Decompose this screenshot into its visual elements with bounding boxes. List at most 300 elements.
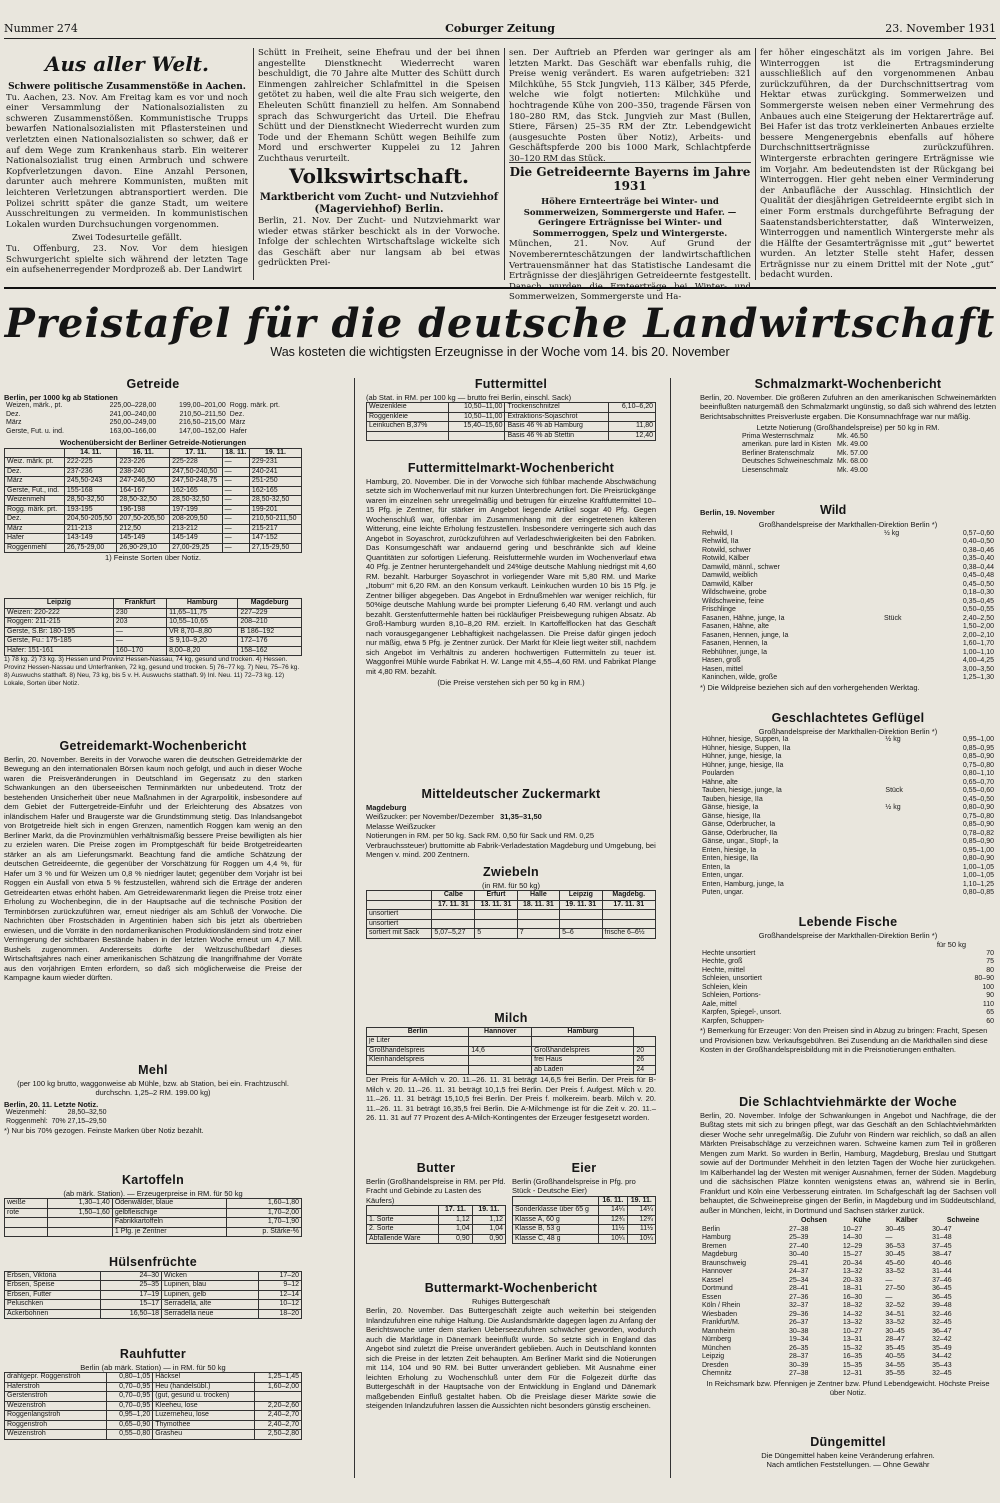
table-cell: Thymothee [153,1420,255,1430]
huelsen-title: Hülsenfrüchte [109,1255,197,1269]
table-cell: Erbsen, Futter [5,1290,101,1300]
article-aachen: Tu. Aachen, 23. Nov. Am Freitag kam es vor und noch einer Versammlung der Nationalsozialisten zu schweren Zusammenstößen. Kommunistische Trupps bewarfen Nationalsozialisten mit Pflastersteinen und verletzten einen Nationalsozialisten so schwer, daß er auf dem Wege zum Krankenhaus starb. Ein weiterer Nationalsozialist trug einen Armbruch und schwere Kopfverletzungen davon. Eine Anzahl Personen, darunter auch mehrere Kommunisten, mußten mit leichteren Verletzungen abtransportiert werden. Die Polizei schritt später die ganze Stadt, um weitere Ausschreitungen zu vermeiden. In kommunistischen Lokalen wurden Durchsuchungen vorgenommen. [6,92,248,230]
table-cell: — [222,496,249,506]
table-cell: 10¼ [627,1234,655,1244]
table-cell: 155-168 [64,486,117,496]
futtermittelmarkt-title: Futtermittelmarkt-Wochenbericht [407,461,615,475]
table-cell: 25–34 [788,1276,809,1284]
column-header: Berlin [367,1027,469,1037]
fische-sub: Großhandelspreise der Markthallen-Direktion Berlin *) [758,930,938,940]
table-row [5,1227,302,1237]
table-cell: Rehwild, IIa [702,538,739,545]
table-row [700,1018,996,1027]
table-cell: 19–34 [788,1336,809,1343]
table-cell: 31–44 [932,1268,952,1275]
table-cell: 1,60–1,70 [962,640,994,647]
table-row [700,1311,996,1320]
table-cell: 0,95–1,00 [962,736,994,743]
table-row [5,1411,302,1421]
table-cell: — [222,505,249,515]
table-cell: p. Stärke-% [227,1227,302,1237]
table-cell: 0,95–1,20 [106,1411,153,1421]
table-cell [882,674,925,683]
eier-table [512,1196,656,1245]
table-row [700,821,996,830]
table-row [700,1277,996,1286]
table-cell: Lupinen, blau [162,1281,259,1291]
table-row [5,637,302,647]
table-cell: — [222,458,249,468]
table-cell: 26 [634,1056,656,1066]
table-cell: 0,75–0,80 [962,812,994,820]
table-cell [883,762,926,771]
column-divider [354,378,355,1478]
table-cell: Tauben, hiesige, junge, Ia [702,787,782,794]
table-cell [883,847,926,856]
table-row [5,1208,302,1218]
table-cell: März [5,524,65,534]
table-cell: 30–39 [788,1361,809,1369]
table-cell: 229-231 [249,458,301,468]
table-cell: 199,00–201,00 [179,402,226,409]
table-cell: 27,15-29,50 [249,543,301,553]
table-cell: Hühner, hiesige, Suppen, IIa [702,744,791,752]
table-cell [882,572,925,581]
table-row [700,745,996,754]
duenger-section [700,1436,996,1486]
table-row [700,950,996,959]
table-cell: 11½ [627,1225,655,1235]
table-row [700,1328,996,1337]
schlachtvieh-title: Die Schlachtviehmärkte der Woche [739,1095,957,1109]
table-cell: 39–48 [932,1302,952,1309]
table-row [5,1199,302,1209]
table-cell: Rotwild, schwer [702,546,752,554]
table-cell [883,889,926,898]
table-cell: 247,50-240,50 [170,467,223,477]
table-cell: 0,55–0,60 [962,787,994,794]
table-cell: 5–6 [560,929,602,939]
table-cell: 3,00–3,50 [962,665,994,673]
table-cell: Stück [883,614,902,622]
mehl-text: (per 100 kg brutto, waggonweise ab Mühle, bzw. ab Station, bei ein. Frachtzuschl. durchschn. 1,25–2 RM. 199.00 kg) [17,1078,289,1097]
getreide-sub: Berlin, per 1000 kg ab Stationen [4,392,118,402]
wild-sub: Großhandelspreise der Markthallen-Direktion Berlin *) [758,520,938,529]
table-cell: 9–12 [258,1281,301,1291]
table-row [700,753,996,762]
table-cell: Fasanen, Hennen, Ia [702,640,768,647]
table-cell: Dresden [702,1361,729,1369]
table-cell [883,872,926,881]
table-row [5,1382,302,1392]
table-row [5,646,302,656]
table-cell: 0,70–0,95 [106,1392,153,1402]
table-cell: 0,70–0,95 [106,1382,153,1392]
table-cell [448,431,505,441]
table-cell: Köln / Rhein [702,1302,741,1309]
table-row [5,505,302,515]
table-cell: Chemnitz [702,1370,732,1377]
table-row [700,572,996,581]
table-cell: 28–37 [788,1353,809,1360]
column-aus-aller-welt [6,48,248,280]
table-row [5,1300,302,1310]
table-row [5,1281,302,1291]
table-cell: 75 [986,958,994,965]
regional-table [4,598,302,656]
table-cell: 0,35–0,40 [962,555,994,562]
table-cell [882,649,925,658]
table-cell: Heu (handelsübl.) [153,1382,255,1392]
table-cell: 30–40 [788,1251,809,1258]
fische-footnote: *) Bemerkung für Erzeuger: Von den Preisen sind in Abzug zu bringen: Fracht, Spesen und Provisionen bzw. Verkaufsgebühren. Bei Zusendung an die Markthallen sind diese Kosten in der Großhandelspreisbildung mit in die Preisnotierungen enthalten. [700,1026,988,1054]
table-cell: Liesenschmalz [742,466,789,474]
table-cell: Roggenlangstroh [5,1411,107,1421]
table-cell: frische 6–6½ [602,929,656,939]
table-row [700,623,996,632]
table-cell: Hasen, groß [702,657,741,664]
butter-table [366,1205,506,1244]
table-cell [602,919,656,929]
table-cell: Fasanen, Hähne, alte [702,623,769,630]
table-cell: Damwild, weiblich [702,572,758,579]
column-header: Leipzig [5,599,114,609]
table-cell: Ackerbohnen [5,1309,101,1319]
table-row [740,433,870,442]
table-row [700,657,996,666]
table-cell: 145-149 [117,534,170,544]
table-cell [517,919,559,929]
eier-title: Eier [571,1161,597,1175]
table-cell: 26–35 [788,1344,809,1352]
table-cell [882,657,925,666]
table-cell: 15–32 [842,1344,863,1352]
table-cell: Leipzig [702,1353,725,1360]
getreide-footnote: 1) Feinste Sorten über Notiz. [105,553,201,562]
table-row [700,1345,996,1354]
table-cell [634,1037,656,1047]
column-header: 19. 11. [472,1206,505,1216]
table-row [367,1056,656,1066]
table-row [700,787,996,796]
table-cell: 2,50–2,80 [255,1430,302,1440]
table-cell: Mk. 68.00 [837,458,868,465]
table-cell: März [5,477,65,487]
table-cell: 0,45–0,50 [962,795,994,803]
table-cell: 1,50–2,00 [962,623,994,630]
table-row [700,872,996,881]
table-cell: Wildschweine, feine [702,597,764,605]
futtermittel-sub: (ab Stat. in RM. per 100 kg — brutto frei Berlin, einschl. Sack) [366,392,572,402]
table-row [700,1285,996,1294]
table-cell [469,1037,532,1047]
table-cell [560,919,602,929]
table-cell: 210,50-211,50 [249,515,301,525]
table-cell: Rebhühner, junge, Ia [702,648,767,656]
table-cell: 20 [634,1046,656,1056]
table-row [700,598,996,607]
table-cell: Kaninchen, wilde, große [702,674,778,681]
table-cell: Weizenmehl [5,496,65,506]
table-row [700,615,996,624]
table-row [367,431,656,441]
table-cell: 2,20–2,60 [255,1401,302,1411]
table-cell: Stück [885,787,903,794]
table-cell: 0,40–0,50 [962,538,994,545]
gefluegel-sub: Großhandelspreise der Markthallen-Direktion Berlin *) [758,726,938,736]
table-cell: Weizenstroh [5,1401,107,1411]
table-cell: 6,10–6,20 [609,403,656,413]
table-cell: 250,00–249,00 [109,419,157,426]
table-cell: 204,50-205,50 [64,515,117,525]
table-cell: 11½ [599,1225,627,1235]
table-cell: Leinkuchen B,37% [367,422,449,432]
table-cell: 29–36 [788,1310,809,1318]
fische-unit: für 50 kg [936,940,966,949]
table-cell: 5 [475,929,517,939]
table-cell: 15–35 [842,1361,863,1369]
column-getreideernte [509,48,751,303]
table-cell: 70 [986,949,994,957]
table-row [5,1290,302,1300]
table-cell [602,910,656,920]
column-header: Leipzig [560,891,602,901]
table-row [367,1046,656,1056]
table-cell: Roggenstroh [5,1420,107,1430]
table-cell: 31–48 [932,1234,952,1241]
table-row [700,813,996,822]
table-cell: 12,40 [609,431,656,441]
table-cell: 80 [986,966,994,974]
table-cell: 28–41 [788,1285,809,1292]
getreide-table [4,402,302,436]
rauhfutter-section [4,1348,302,1472]
duenger-text: Die Düngemittel haben keine Veränderung erfahren. [761,1450,935,1460]
table-cell: Gerste, Fu.: 175-185 [5,637,114,647]
issue-date: 23. November 1931 [885,22,996,35]
table-cell: 35–43 [932,1361,952,1369]
duenger-footnote: Nach amtlichen Feststellungen. — Ohne Gewähr [766,1460,930,1469]
kartoffeln-section [4,1174,302,1252]
table-cell: 37–45 [932,1242,952,1250]
rauhfutter-sub: Berlin (ab märk. Station) — in RM. für 50 kg [80,1362,226,1372]
table-row [5,1309,302,1319]
zucker-value: 31,35–31,50 [500,812,542,821]
table-cell: Gänse, Oderbrucher, IIa [702,829,778,837]
column-header: 18. 11. [222,448,249,458]
table-cell: 12¾ [599,1215,627,1225]
fische-title: Lebende Fische [798,915,898,929]
table-cell: 0,90 [439,1234,472,1244]
schmalz-section [700,378,996,506]
table-cell [432,910,475,920]
table-cell: — [222,515,249,525]
table-cell: Extraktions-Sojaschrot [505,412,609,422]
table-cell: Damwild, Kälber [702,580,753,588]
table-cell: Dortmund [702,1285,733,1292]
table-cell: 1,70–2,00 [227,1208,302,1218]
table-cell: Gerste, S.Br: 180-195 [5,627,114,637]
futtermittel-table [366,402,656,441]
duenger-title: Düngemittel [810,1435,886,1449]
table-cell: Aale, mittel [702,1000,737,1008]
schmalz-text: Berlin, 20. November. Die größeren Zufuhren an den amerikanischen Schweinemärkten beeinflußten naturgemäß den Schmalzmarkt ungünstig, so daß sich während des letzten Berichtsabschnittes Preisverluste ergaben. Die Konsumnachfrage war nur mäßig. [700,392,996,421]
table-cell: 1,25–1,30 [962,674,994,681]
column-getreideernte-cont [760,48,994,280]
table-cell: 26–37 [788,1319,809,1326]
table-cell: Enten, ungar. [702,872,744,879]
table-cell: 14–30 [842,1234,863,1241]
table-cell: 8,00–8,20 [167,646,238,656]
column-header: Erfurt [475,891,517,901]
wochenuebersicht-title: Wochenübersicht der Berliner Getreide-Notierungen [59,438,247,447]
table-cell: amerikan. pure lard in Kisten [742,441,832,448]
milch-table [366,1027,656,1076]
table-cell: Hafer [229,427,247,435]
table-cell: Frankfurt/M. [702,1319,740,1326]
table-cell [560,910,602,920]
table-row [367,1225,506,1235]
table-cell: 160–170 [113,646,166,656]
table-cell: Rogg. märk. prt. [5,505,65,515]
table-cell: Gänse, hiesige, Ia [702,804,759,811]
schlachtvieh-section [700,1096,996,1436]
table-cell: Hechte, groß [702,958,743,965]
table-row [367,910,656,920]
table-cell [883,881,926,890]
table-cell [255,1392,302,1402]
table-cell: 12–29 [842,1242,863,1250]
table-cell [517,910,559,920]
table-cell: 199-201 [249,505,301,515]
table-cell: 110 [982,1000,994,1008]
gefluegel-table [700,736,996,898]
table-cell: 30–38 [788,1327,809,1335]
table-cell: 12¾ [627,1215,655,1225]
table-cell: 2,00–2,10 [962,631,994,639]
buttermarkt-section [366,1282,656,1478]
table-cell: 27–38 [788,1370,809,1377]
table-row [700,538,996,547]
preistafel-title: Preistafel für die deutsche Landwirtschaft [4,300,996,347]
headline-volkswirtschaft: Volkswirtschaft. [288,164,470,188]
milch-text: Der Preis für A-Milch v. 20. 11.–26. 11. 31 beträgt 14,6,5 frei Berlin. Der Preis für B-Milch v. 20. 11.–26. 11. 31 beträgt 10,1,5 frei Berlin. Der Preis f. Aufgest. Milch v. 20. 11.–26. 11. 31 beträgt 15,10,5 frei Berlin. Der Preis f. molkereim. bearb. Milch v. 20. 11.–26. 11. 31 beträgt 16,35,5 frei Berlin. Die A-Milchmenge ist für die Zeit v. 20. 11.–26. 11. 31 auf 77 Prozent des A-Milch-Kontingentes der Erzeuger festgesetzt worden. [366,1075,656,1122]
table-cell: 28,50–32,50 [67,1109,107,1116]
table-cell: Karpfen, Schuppen- [702,1017,765,1025]
table-row [5,467,302,477]
table-cell: Fasanen, Hennen, junge, Ia [702,631,789,639]
schmalz-title: Schmalzmarkt-Wochenbericht [754,377,942,391]
table-cell: Bremen [702,1242,727,1250]
huelsen-table [4,1271,302,1320]
table-cell: drahtgepr. Roggenstroh [5,1373,107,1383]
headline-getreideernte-bayern: Die Getreideernte Bayerns im Jahre 1931 [509,162,751,193]
table-row [740,458,870,467]
table-cell: Dez. [5,515,65,525]
schlachtvieh-table [700,1217,996,1379]
table-cell: 223-226 [117,458,170,468]
table-cell: Kleinhandelspreis [367,1056,469,1066]
table-row [700,1294,996,1303]
table-cell: Mk. 46.50 [837,432,868,440]
table-cell [475,910,517,920]
table-cell: Roggenkleie [367,412,449,422]
table-cell: Fasanen, Hähne, junge, Ia [702,614,785,622]
table-cell: Damwild, männl., schwer [702,563,780,571]
table-cell: (gut, gesund u. trocken) [153,1392,255,1402]
table-cell: Klasse C, 48 g [513,1234,599,1244]
table-cell: 15–27 [842,1251,863,1258]
table-cell: 1,12 [439,1215,472,1225]
table-cell: Hafer [5,534,65,544]
article-offenburg: Tu. Offenburg, 23. Nov. Vor dem hiesigen Schwurgericht spielte sich während der letzten Tage ein aufsehenerregender Mordprozeß ab. Der Landwirt [6,243,248,276]
table-cell [47,1227,112,1237]
section-rule [4,287,996,289]
table-cell: Mannheim [702,1327,735,1335]
table-cell: — [222,486,249,496]
table-cell [882,598,925,607]
table-cell: Gänse, ungar., Stopf-, Ia [702,838,779,845]
article-getreideernte-cont: fer höher eingeschätzt als im vorigen Jahre. Bei Winterroggen ist die Ertragsminderung ausschließlich auf den vorgenommenen Anbau zurückzuführen, da der Durchschnittsertrag vom Hektar etwas zurückging. Sommerweizen und Sommergerste weisen neben einer Vermehrung des Anbaues auch eine Steigerung der Hektarerträge auf. Bei Hafer ist das trotz verkleinerten Anbaues erzielte bessere Mengenergebnis ebenfalls auf höhere Durchschnittserträgnisse zurückzuführen. Wintergerste erbrachten geringere Erträgnisse wie im Vorjahr. Am bedeutendsten ist der Rückgang bei Winterroggen. Hier geht neben einer Verminderung der Anbaufläche der Ausschlag. Hinsichtlich der Qualität der diesjährigen Getreideernte ergibt sich in einer Form erstmals durchgeführte Befragung der Saatenstandsberichterstatter, daß Winterweizen, Winterroggen und namentlich Wintergerste mehr als die Hälfte der Gesamterträgnisse mit „gut“ bewertet wurden. An letzter Stelle steht Hafer, dessen Erträgnisse nur zu einem Drittel mit der Note „gut“ bedacht wurden. [760,48,994,281]
table-cell: 36–47 [932,1327,952,1335]
table-cell: VR 8,70–8,80 [167,627,238,637]
table-cell: Schleien, klein [702,983,748,991]
table-cell: 27–38 [788,1225,809,1233]
table-cell: Gerste, Fut., ind. [5,486,65,496]
table-cell: Trockenschnitzel [505,403,609,413]
column-header: 17. 11. [170,448,223,458]
table-row [700,958,996,967]
table-cell [47,1218,112,1228]
table-cell: Berlin [702,1225,720,1233]
table-cell: 247,50-248,75 [170,477,223,487]
table-cell: 34–42 [932,1353,952,1360]
table-cell: ½ kg [885,736,901,743]
table-row [700,1319,996,1328]
futtermittelmarkt-text: Hamburg, 20. November. Die in der Vorwoche sich fühlbar machende Abschwächung setzte sich im Wochenverlauf mit nur kurzen Unterbrechungen fort. Die Preisrückgänge waren im einzelnen sehr unregelmäßig und betrugen für einzelne Kraftfuttermittel 10–15 Pfg. je Zentner, für stärker im Angebot liegende Artikel sogar 40 Pfg. Gegen Wochenschluß war, offenbar im Zusammenhang mit der eingetretenen kälteren Witterung, eine leichte Erholung festzustellen. Insbesondere verringerte sich auch das Angebot in Soyaschrot, zurückzuführen auf Verladeschwierigkeiten bei den Fabriken. Das Konsumgeschäft war andauernd gering und beschränkte sich auf kleine Quantitäten zur sofortigen Lieferung. Reisfuttermehle wurden im Wochenverlauf etwa 40 Pfg. je Zentner heruntergehandelt und 24%ige deutsche Mahlung niedrigst mit 4,60 RM. bezahlt. Harburger Soyaschrot in vorliegender Ware mit 5,80 RM. und Marke „Itobum“ mit 6,20 RM. an den Konsum verkauft. Leinkuchen wurden 10 bis 15 Pfg. je Zentner billiger abgegeben. Das Angebot in Erdnußmehlen war weniger reichlich, für 50%ige deutsche Mahlung wurde bei prompter Lieferung 6,40 RM. verlangt und auch bezahlt. Gerstenfuttermehle hatten bei rückläufiger Preisbewegung ruhigen Absatz. Ab Groß-Hamburg wurden 8,10–8,20 RM. erzielt. In Kartoffelflocken hat das Geschäft nach vorausgegangener Lebhaftigkeit nachgelassen. Die Preise dafür gingen jedoch nur mäßig, etwa 5 Pfg. je Zentner zurück. Der Markt für Kleie liegt weiter still, nachdem sich Angebot im Verhältnis zu anderen hochwertigen Futtermitteln zu teuer ist. Waggonfrei Mühle wurde Fabrikat H. W. Lange mit 4,55–4,60 RM. und Fabrikat Plange mit 4,80 RM. bezahlt. [366,476,656,676]
column-header: Kühe [853,1217,871,1224]
table-cell: 24–37 [788,1268,809,1275]
table-cell: 60 [986,1017,994,1025]
table-cell: Schleien, unsortiert [702,975,762,982]
table-cell: 225,00–228,00 [109,402,157,409]
column-header: Magdeburg [238,599,302,609]
schmalz-table [740,433,870,476]
table-cell [882,581,925,590]
table-row [5,496,302,506]
getreide-title: Getreide [126,377,180,391]
newspaper-name: Coburger Zeitung [445,22,555,35]
table-cell [882,632,925,641]
table-cell: 13–32 [842,1319,863,1326]
table-row [700,984,996,993]
page-header [4,22,996,38]
table-row [513,1225,656,1235]
wild-title: Wild [820,503,847,517]
table-cell: Rotwild, Kälber [702,555,750,562]
column-header: Calbe [432,891,475,901]
column-divider [755,48,756,280]
table-cell: 0,45–0,50 [962,580,994,588]
table-row [5,534,302,544]
table-cell: 28–47 [885,1336,905,1343]
table-cell [609,412,656,422]
preistafel-subtitle: Was kosteten die wichtigsten Erzeugnisse in der Woche vom 14. bis 20. November [270,345,730,359]
table-row [5,627,302,637]
column-header: 19. 11. 31 [560,900,602,910]
table-row [700,632,996,641]
table-cell: 28,50-32,50 [249,496,301,506]
